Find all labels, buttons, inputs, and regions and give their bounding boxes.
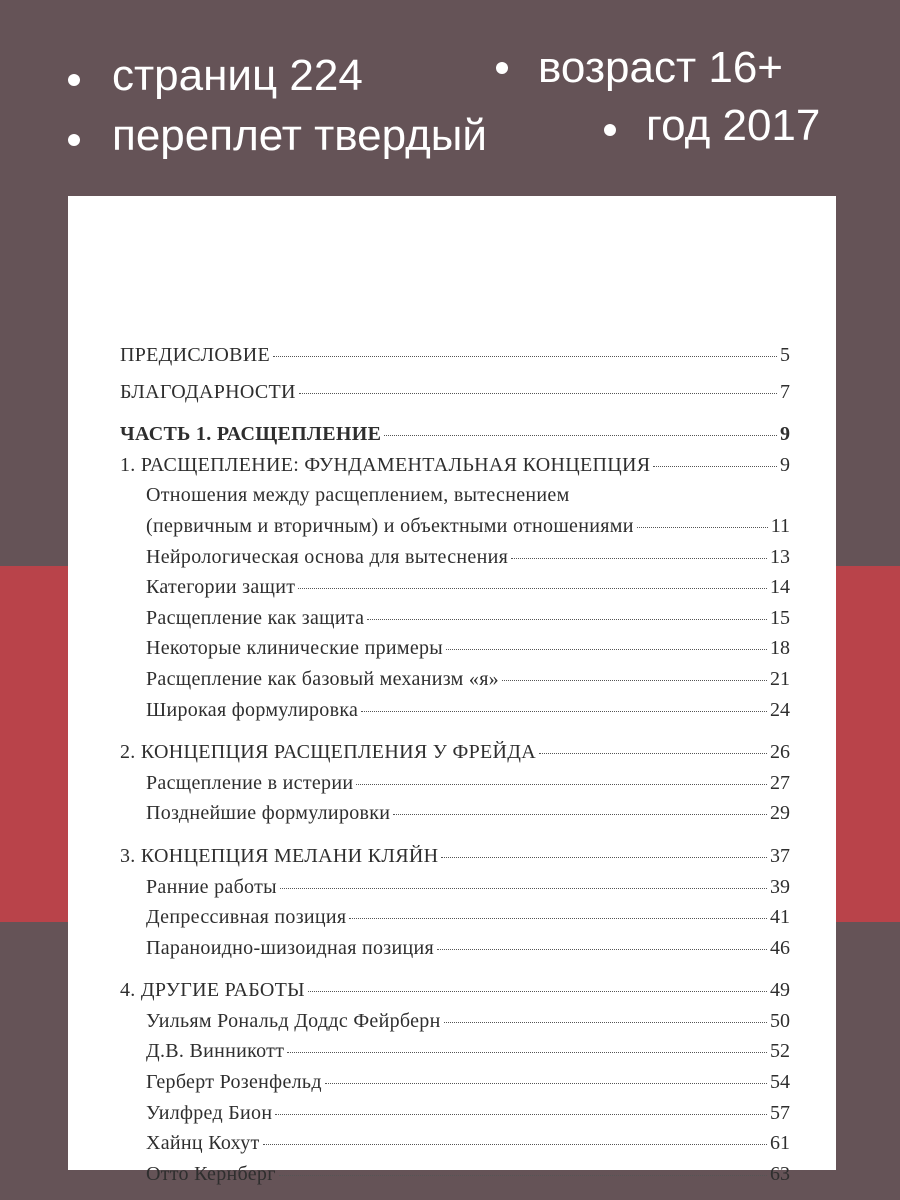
- leader-dots: [280, 888, 767, 889]
- leader-dots: [539, 753, 767, 754]
- toc-title: 2. КОНЦЕПЦИЯ РАСЩЕПЛЕНИЯ У ФРЕЙДА: [120, 741, 536, 764]
- toc-page: 39: [770, 875, 790, 898]
- toc-thanks: [120, 381, 790, 412]
- toc-part1: [120, 423, 790, 454]
- toc-page: 49: [770, 979, 790, 1002]
- leader-dots: [441, 857, 767, 858]
- toc-title: Позднейшие формулировки: [146, 802, 391, 825]
- leader-dots: [393, 814, 767, 815]
- toc-page: 21: [770, 667, 790, 690]
- spec-age: возраст 16+: [538, 43, 783, 92]
- toc-chapter-3: [120, 845, 790, 876]
- toc-title: Категории защит: [146, 576, 296, 599]
- spec-pages: страниц 224: [112, 51, 363, 100]
- toc-page: 37: [770, 844, 790, 867]
- toc-item: [120, 772, 790, 803]
- toc-title: Нейрологическая основа для вытеснения: [146, 545, 509, 568]
- toc-page: 14: [770, 576, 790, 599]
- leader-dots: [273, 356, 777, 357]
- toc-item: [120, 546, 790, 577]
- leader-dots: [367, 619, 767, 620]
- toc-page: 52: [770, 1040, 790, 1063]
- toc-page: 41: [770, 906, 790, 929]
- bullet-year: [604, 124, 616, 136]
- toc-page: 15: [770, 606, 790, 629]
- toc-item: [120, 906, 790, 937]
- leader-dots: [298, 588, 767, 589]
- leader-dots: [263, 1144, 767, 1145]
- toc-page: 11: [770, 514, 790, 537]
- leader-dots: [325, 1083, 767, 1084]
- toc-chapter-2: [120, 741, 790, 772]
- toc-title: Расщепление в истерии: [146, 771, 354, 794]
- leader-dots: [446, 649, 767, 650]
- toc-page: 13: [770, 545, 790, 568]
- toc-item: [120, 607, 790, 638]
- toc-page: 9: [780, 423, 790, 446]
- toc-page: 27: [770, 771, 790, 794]
- toc-item: [120, 1163, 790, 1194]
- toc-item: [120, 576, 790, 607]
- toc-title: Хайнц Кохут: [146, 1132, 260, 1155]
- toc-item: [120, 937, 790, 968]
- toc-title: Уилфред Бион: [146, 1101, 273, 1124]
- toc-page: 63: [770, 1162, 790, 1185]
- toc-chapter-4: [120, 979, 790, 1010]
- toc-title: Широкая формулировка: [146, 698, 359, 721]
- toc-title: Ранние работы: [146, 875, 277, 898]
- toc-page: 29: [770, 802, 790, 825]
- toc-title: Отношения между расщеплением, вытеснением: [146, 484, 570, 507]
- bullet-binding: [68, 134, 80, 146]
- toc-title: Депрессивная позиция: [146, 906, 347, 929]
- leader-dots: [437, 949, 767, 950]
- bullet-age: [496, 62, 508, 74]
- toc-page: 54: [770, 1071, 790, 1094]
- toc-page: 24: [770, 698, 790, 721]
- leader-dots: [444, 1022, 767, 1023]
- toc-title: Расщепление как базовый механизм «я»: [146, 667, 499, 690]
- toc-title: ПРЕДИСЛОВИЕ: [120, 344, 271, 366]
- leader-dots: [275, 1114, 767, 1115]
- toc-page: 50: [770, 1009, 790, 1032]
- toc-item: [120, 637, 790, 668]
- leader-dots: [356, 784, 767, 785]
- toc-item: [120, 1132, 790, 1163]
- toc-item: [120, 1071, 790, 1102]
- toc-title: Герберт Розенфельд: [146, 1071, 322, 1094]
- toc-page: 7: [780, 380, 790, 403]
- toc-item: [120, 484, 790, 515]
- toc-title: БЛАГОДАРНОСТИ: [120, 380, 296, 403]
- spec-binding: переплет твердый: [112, 111, 487, 160]
- toc-title: Уильям Рональд Доддс Фейрберн: [146, 1009, 441, 1032]
- toc-item: [120, 802, 790, 833]
- leader-dots: [349, 918, 767, 919]
- leader-dots: [279, 1175, 767, 1176]
- leader-dots: [384, 435, 777, 436]
- leader-dots: [502, 680, 767, 681]
- toc-page: 18: [770, 637, 790, 660]
- toc-title: ЧАСТЬ 1. РАСЩЕПЛЕНИЕ: [120, 423, 382, 446]
- leader-dots: [299, 393, 777, 394]
- table-of-contents: [120, 344, 790, 1193]
- toc-item: [120, 876, 790, 907]
- leader-dots: [287, 1052, 767, 1053]
- toc-page: 9: [780, 453, 790, 476]
- bullet-pages: [68, 74, 80, 86]
- toc-chapter-1: [120, 454, 790, 485]
- toc-title: 3. КОНЦЕПЦИЯ МЕЛАНИ КЛЯЙН: [120, 844, 439, 867]
- toc-title: (первичным и вторичным) и объектными отношениями: [146, 514, 634, 537]
- toc-item: [120, 1102, 790, 1133]
- toc-page: 61: [770, 1132, 790, 1155]
- leader-dots: [361, 711, 767, 712]
- toc-page: 5: [780, 344, 790, 366]
- spec-year: год 2017: [646, 101, 821, 150]
- toc-item: [120, 699, 790, 730]
- toc-title: Расщепление как защита: [146, 606, 365, 629]
- toc-page: 57: [770, 1101, 790, 1124]
- toc-item: [120, 1010, 790, 1041]
- toc-title: 4. ДРУГИЕ РАБОТЫ: [120, 979, 305, 1002]
- toc-title: Параноидно-шизоидная позиция: [146, 936, 434, 959]
- leader-dots: [308, 991, 767, 992]
- toc-title: Отто Кернберг: [146, 1162, 276, 1185]
- toc-preface: [120, 344, 790, 375]
- leader-dots: [637, 527, 768, 528]
- toc-title: Д.В. Винникотт: [146, 1040, 285, 1063]
- toc-page: 46: [770, 936, 790, 959]
- book-page: [68, 196, 836, 1185]
- toc-item: [120, 515, 790, 546]
- toc-item: [120, 1040, 790, 1071]
- toc-item: [120, 668, 790, 699]
- toc-title: 1. РАСЩЕПЛЕНИЕ: ФУНДАМЕНТАЛЬНАЯ КОНЦЕПЦИЯ: [120, 453, 651, 476]
- leader-dots: [653, 466, 777, 467]
- leader-dots: [511, 558, 767, 559]
- toc-title: Некоторые клинические примеры: [146, 637, 444, 660]
- toc-page: 26: [770, 741, 790, 764]
